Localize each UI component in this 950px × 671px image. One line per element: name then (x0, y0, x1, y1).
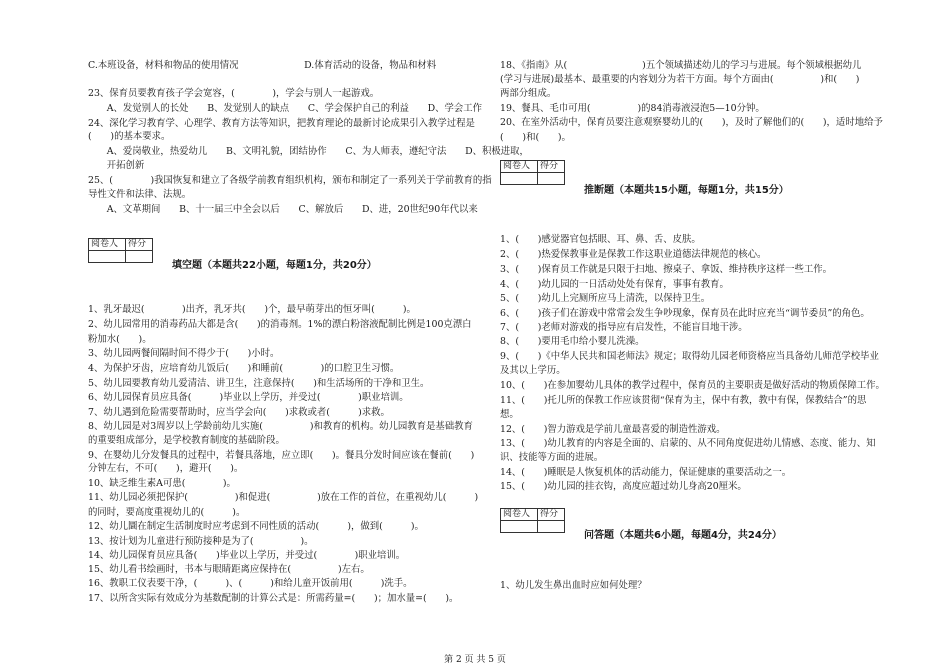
question-line: 17、以所含实际有效成分为基数配制的计算公式是：所需药量=( )；加水量=( )。 (88, 593, 459, 604)
question-line: 11、幼儿园必须把保护( )和促进( )放在工作的首位，在重视幼儿( ) (88, 492, 479, 503)
question-line: 识、技能等方面的进展。 (500, 452, 604, 463)
page-number-footer: 第 2 页 共 5 页 (444, 655, 506, 665)
question-line: 3、( )保育员工作就是只限于扫地、擦桌子、拿饭、维持秩序这样一些工作。 (500, 264, 833, 275)
question-line: 5、幼儿园要教育幼儿爱清洁、讲卫生，注意保持( )和生活场所的干净和卫生。 (88, 378, 430, 389)
question-line: 7、幼儿遇到危险需要帮助时，应当学会向( )求救或者( )求救。 (88, 407, 390, 418)
question-line: 13、按计划为儿童进行预防接种是为了( )。 (88, 536, 314, 547)
question-line: 9、在婴幼儿分发餐具的过程中，若餐具落地，应立即( )。餐具分发时间应该在餐前( ) (88, 450, 475, 461)
question-line: 12、( )智力游戏是学前儿童最喜爱的制造性游戏。 (500, 424, 726, 435)
grader-cell (501, 173, 538, 185)
question-line: 15、幼儿看书绘画时，书本与眼睛距离应保持在( )左右。 (88, 564, 370, 575)
question-line: 及其以上学历。 (500, 365, 566, 376)
question-line: 2、( )热爱保教事业是保教工作这职业道德法律规范的核心。 (500, 249, 767, 260)
question-line: C.本班设备，材料和物品的使用情况 D.体育活动的设备，物品和材料 (88, 60, 437, 71)
section-title-qa: 问答题（本题共6小题，每题4分，共24分） (584, 530, 782, 541)
question-line: 14、幼儿园保育员应具备( )毕业以上学历，并受过( )职业培训。 (88, 550, 406, 561)
question-line: 8、( )要用毛巾给小婴儿洗澡。 (500, 336, 645, 347)
question-line: ( )和( )。 (500, 132, 571, 143)
question-line: 3、幼儿园两餐间隔时间不得少于( )小时。 (88, 348, 280, 359)
score-cell (538, 521, 565, 533)
grader-label: 阅卷人 (501, 509, 538, 521)
question-line: 粉加水( )。 (88, 334, 152, 345)
question-line: 24、深化学习教育学、心理学、教育方法等知识，把教育理论的最新讨论成果引入教学过程是 (88, 118, 475, 129)
question-line: ( )的基本要求。 (88, 131, 171, 142)
question-line: 开拓创新 (88, 160, 145, 171)
question-line: 1、( )感觉器官包括眼、耳、鼻、舌、皮肤。 (500, 234, 701, 245)
question-line: 14、( )睡眠是人恢复机体的活动能力，保证健康的重要活动之一。 (500, 467, 792, 478)
grader-cell (89, 251, 126, 263)
grader-cell (501, 521, 538, 533)
question-line: 11、( )托儿所的保教工作应该贯彻“保育为主，保中有教，教中有保，保教结合”的思 (500, 395, 867, 406)
question-line: 10、缺乏维生素A可患( )。 (88, 478, 236, 489)
question-line: (学习与进展)最基本、最重要的内容划分为若干方面。每个方面由( )和( ) (500, 74, 860, 85)
question-line: 16、教职工仪表要干净，( )、( )和给儿童开饭前用( )洗手。 (88, 578, 413, 589)
question-line: 5、( )幼儿上完厕所应马上清洗，以保持卫生。 (500, 293, 711, 304)
score-cell (126, 251, 153, 263)
question-line: 12、幼儿圜在制定生活制度时应考虑到不同性质的活动( )，做到( )。 (88, 521, 424, 532)
section-title-fill-blank: 填空题（本题共22小题，每题1分，共20分） (172, 260, 377, 271)
question-line: 想。 (500, 409, 519, 420)
question-line: 23、保育员要教育孩子学会宽容，( )，学会与别人一起游戏。 (88, 88, 380, 99)
score-box-judge (500, 160, 565, 185)
question-line: 的重要组成部分，是学校教育制度的基础阶段。 (88, 435, 285, 446)
question-line: 9、( )《中华人民共和国老师法》规定；取得幼儿园老师资格应当具备幼儿师范学校毕业 (500, 351, 879, 362)
question-line: 7、( )老师对游戏的指导应有启发性，不能盲目地干涉。 (500, 322, 748, 333)
question-line: 1、乳牙最迟( )出齐，乳牙共( )个，最早萌芽出的恒牙叫( )。 (88, 304, 416, 315)
question-line: A、发觉别人的长处 B、发觉别人的缺点 C、学会保护自己的利益 D、学会工作 (88, 103, 482, 114)
question-line: 6、幼儿园保育员应具备( )毕业以上学历，并受过( )职业培训。 (88, 392, 409, 403)
question-line: 13、( )幼儿教育的内容是全面的、启蒙的、从不同角度促进幼儿情感、态度、能力、知 (500, 438, 876, 449)
question-line: 19、餐具、毛巾可用( )的84消毒液浸泡5—10分钟。 (500, 103, 765, 114)
score-label: 得分 (538, 509, 565, 521)
question-line: 4、为保护牙齿，应培育幼儿饭后( )和睡前( )的口腔卫生习惯。 (88, 363, 400, 374)
score-label: 得分 (126, 239, 153, 251)
question-line: 15、( )幼儿园的挂衣钩，高度应超过幼儿身高20厘米。 (500, 481, 747, 492)
question-line: 2、幼儿园常用的消毒药品大都是含( )的消毒剂。1%的漂白粉溶液配制比例是100克漂白 (88, 319, 472, 330)
question-line: 6、( )孩子们在游戏中常常会发生争吵现象，保育员在此时应充当“调节委员”的角色。 (500, 308, 870, 319)
question-line: 20、在室外活动中，保育员要注意观察婴幼儿的( )，及时了解他们的( )，适时地给予 (500, 117, 883, 128)
question-line: 4、( )幼儿园的一日活动处处有保育，事事有教育。 (500, 279, 729, 290)
grader-label: 阅卷人 (501, 161, 538, 173)
grader-label: 阅卷人 (89, 239, 126, 251)
score-box-qa (500, 508, 565, 533)
question-line: 25、( )我国恢复和建立了各级学前教育组织机构，颁布和制定了一系列关于学前教育的指 (88, 175, 492, 186)
question-line: A、爱岗敬业，热爱幼儿 B、文明礼貌，团结协作 C、为人师表，遵纪守法 D、积极进取， (88, 146, 529, 157)
question-line: 导性文件和法律、法规。 (88, 189, 192, 200)
question-line: 的同时，要高度重视幼儿的( )。 (88, 507, 246, 518)
question-line: 分钟左右，不可( )，避开( )。 (88, 463, 244, 474)
question-line: 1、幼儿发生鼻出血时应如何处理？ (500, 580, 647, 591)
score-box-fill (88, 238, 153, 263)
score-label: 得分 (538, 161, 565, 173)
section-title-judge: 推断题（本题共15小题，每题1分，共15分） (584, 185, 789, 196)
question-line: A、文革期间 B、十一届三中全会以后 C、解放后 D、进，20世纪90年代以来 (88, 204, 478, 215)
question-line: 8、幼儿园是对3周岁以上学龄前幼儿实施( )和教育的机构。幼儿园教育是基础教育 (88, 421, 473, 432)
score-cell (538, 173, 565, 185)
question-line: 10、( )在参加婴幼儿具体的教学过程中，保育员的主要职责是做好活动的物质保障工作。 (500, 380, 885, 391)
question-line: 两部分组成。 (500, 88, 557, 99)
question-line: 18、《指南》从( )五个领域描述幼儿的学习与进展。每个领域根据幼儿 (500, 60, 862, 71)
